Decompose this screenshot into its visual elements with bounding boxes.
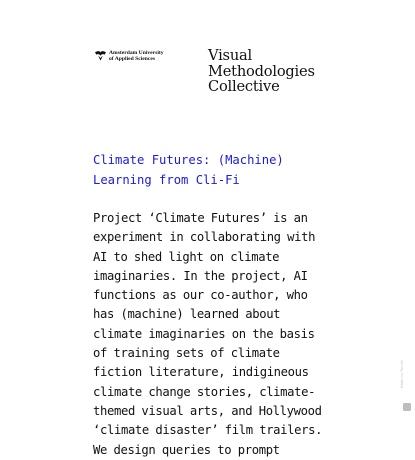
tumblr-badge-icon[interactable] <box>403 403 411 411</box>
side-credit[interactable] <box>400 350 410 398</box>
collective-name-line-3: Collective <box>208 78 280 95</box>
article-body: Project ‘Climate Futures’ is an experiment in collaborating with AI to shed light on climate imaginaries. In the project, AI functions as our co-author, who has (machine) learned about climate imaginaries on the basis of training sets of climate fiction literature, indigineous climate change stories, climate-themed visual arts, and Hollywood ‘climate disaster’ film trailers. We design queries to prompt <box>93 211 323 457</box>
side-credit-text: Made on Tumblr <box>400 359 404 389</box>
university-name-line-2: of Applied Sciences <box>109 56 155 63</box>
site-header <box>0 0 415 110</box>
university-name-line-1: Amsterdam University <box>109 50 164 56</box>
collective-logo[interactable] <box>208 48 315 95</box>
article-title-link[interactable]: Climate Futures: (Machine) Learning from Cli-Fi <box>93 153 284 187</box>
article <box>93 151 328 460</box>
university-name <box>109 50 164 62</box>
university-emblem-icon <box>95 50 106 61</box>
collective-name-line-1: Visual <box>208 47 253 64</box>
collective-name-line-2: Methodologies <box>208 62 315 80</box>
university-logo[interactable] <box>95 50 164 62</box>
